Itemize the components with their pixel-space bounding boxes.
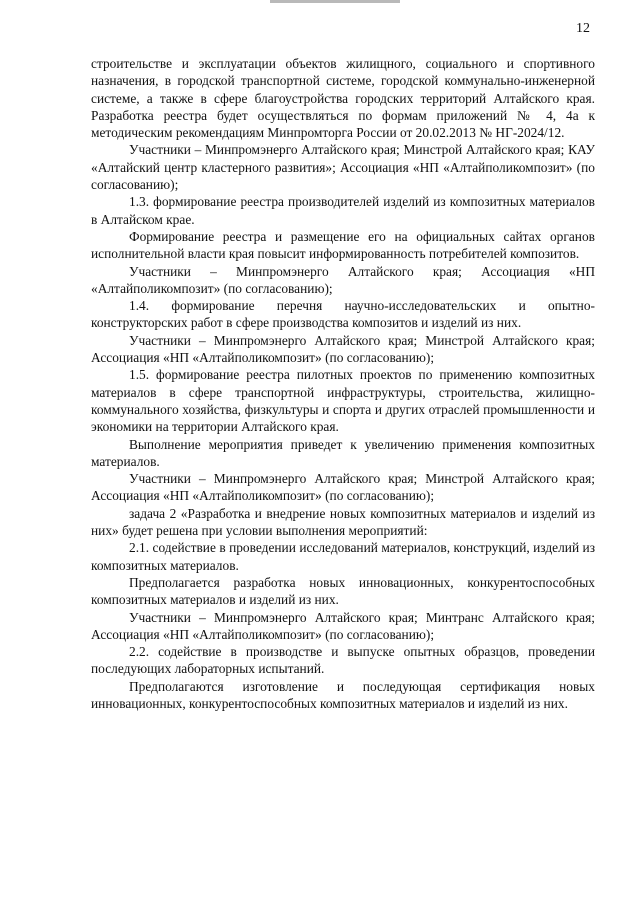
paragraph-measure-1-5: 1.5. формирование реестра пилотных проектов по применению композитных материалов в сфере транспортной инфраструктуры, строительства, жилищно-коммунального хозяйства, физкультуры и спорта и других отраслей промышленности и экономики на территории Алтайского края. xyxy=(91,367,595,435)
paragraph-registry-effect: Формирование реестра и размещение его на официальных сайтах органов исполнительной власти края повысит информированность потребителей композитов. xyxy=(91,228,595,262)
paragraph-measure-1-3: 1.3. формирование реестра производителей изделий из композитных материалов в Алтайском крае. xyxy=(91,194,595,227)
paragraph-measure-1-4: 1.4. формирование перечня научно-исследовательских и опытно-конструкторских работ в сфере производства композитов и изделий из них. xyxy=(91,298,595,331)
paragraph-continuation: строительстве и эксплуатации объектов жилищного, социального и спортивного назначения, в городской транспортной системе, городской коммунально-инженерной системе, а также в сфере благоустройства городских территорий Алтайского края. Разработка реестра будет осуществляться по формам приложений № 4, 4а к методическим рекомендациям Минпромторга России от 20.02.2013 № НГ-2024/12. xyxy=(91,56,595,141)
paragraph-participants: Участники – Минпромэнерго Алтайского края; Минстрой Алтайского края; Ассоциация «НП «Алтайполикомпозит» (по согласованию); xyxy=(91,471,595,504)
paragraph-task-2: задача 2 «Разработка и внедрение новых композитных материалов и изделий из них» будет решена при условии выполнения мероприятий: xyxy=(91,505,595,539)
page-number: 12 xyxy=(576,21,590,36)
paragraph-participants: Участники – Минпромэнерго Алтайского края; Минтранс Алтайского края; Ассоциация «НП «Алтайполикомпозит» (по согласованию); xyxy=(91,609,595,642)
scan-edge-mark xyxy=(270,0,400,3)
paragraph-participants: Участники – Минпромэнерго Алтайского края; Минстрой Алтайского края; Ассоциация «НП «Алтайполикомпозит» (по согласованию); xyxy=(91,332,595,366)
paragraph-participants: Участники – Минпромэнерго Алтайского края; Минстрой Алтайского края; КАУ «Алтайский центр кластерного развития»; Ассоциация «НП «Алтайполикомпозит» (по согласованию); xyxy=(91,142,595,193)
paragraph-measure-2-2: 2.2. содействие в производстве и выпуске опытных образцов, проведении последующих лабораторных испытаний. xyxy=(91,644,595,677)
paragraph-measure-2-1: 2.1. содействие в проведении исследований материалов, конструкций, изделий из композитных материалов. xyxy=(91,540,595,573)
paragraph-measure-2-2-effect: Предполагаются изготовление и последующая сертификация новых инновационных, конкурентоспособных композитных материалов и изделий из них. xyxy=(91,678,595,711)
document-body xyxy=(91,55,595,712)
paragraph-measure-effect: Выполнение мероприятия приведет к увеличению применения композитных материалов. xyxy=(91,436,595,469)
paragraph-participants: Участники – Минпромэнерго Алтайского края; Ассоциация «НП «Алтайполикомпозит» (по согласованию); xyxy=(91,263,595,296)
paragraph-measure-2-1-effect: Предполагается разработка новых инновационных, конкурентоспособных композитных материалов и изделий из них. xyxy=(91,574,595,608)
